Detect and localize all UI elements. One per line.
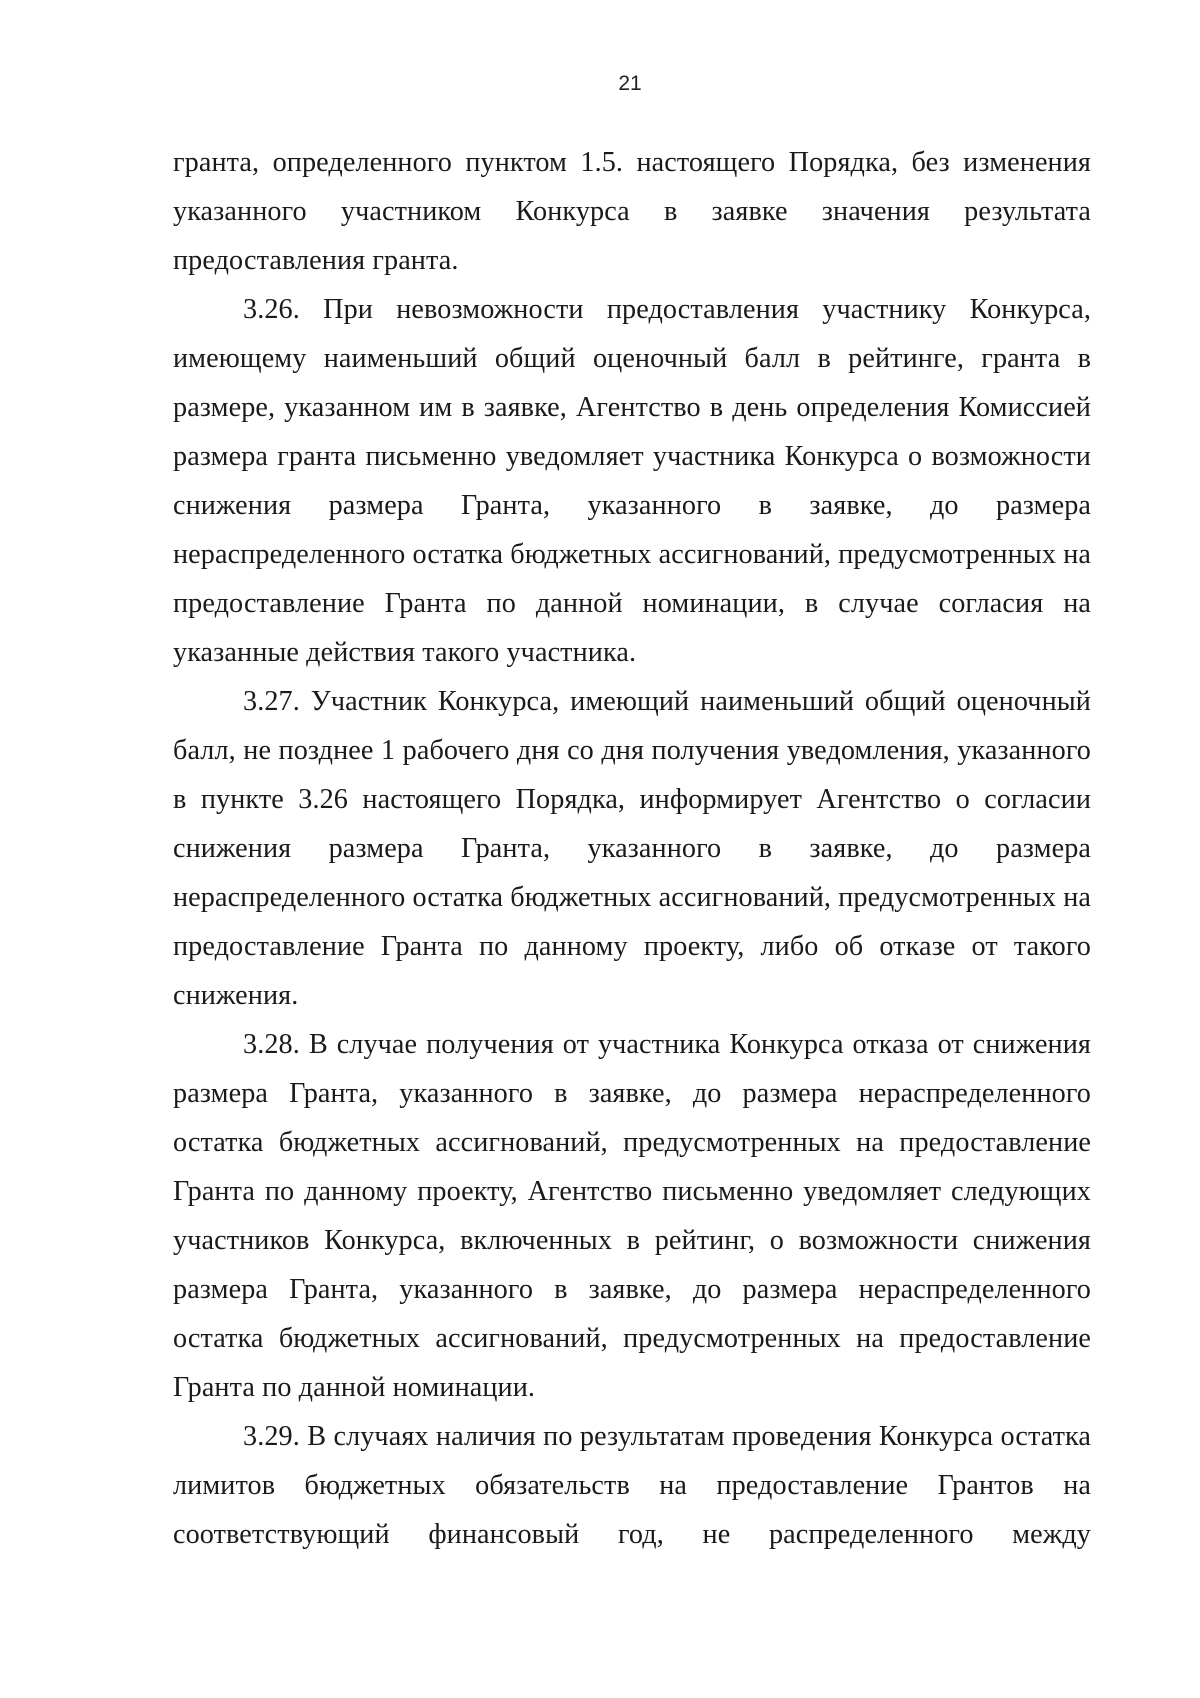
paragraph-3-28: 3.28. В случае получения от участника Конкурса отказа от снижения размера Гранта, указанного в заявке, до размера нераспределенного остатка бюджетных ассигнований, предусмотренных на предоставление Гранта по данному проекту, Агентство письменно уведомляет следующих участников Конкурса, включенных в рейтинг, о возможности снижения размера Гранта, указанного в заявке, до размера нераспределенного остатка бюджетных ассигнований, предусмотренных на предоставление Гранта по данной номинации. [173, 1029, 1091, 1403]
paragraph-3-29: 3.29. В случаях наличия по результатам проведения Конкурса остатка лимитов бюджетных обязательств на предоставление Грантов на соответствующий финансовый год, не распределенного между [173, 1421, 1091, 1550]
paragraph-3-27: 3.27. Участник Конкурса, имеющий наименьший общий оценочный балл, не позднее 1 рабочего дня со дня получения уведомления, указанного в пункте 3.26 настоящего Порядка, информирует Агентство о согласии снижения размера Гранта, указанного в заявке, до размера нераспределенного остатка бюджетных ассигнований, предусмотренных на предоставление Гранта по данному проекту, либо об отказе от такого снижения. [173, 686, 1091, 1011]
paragraph-continuation: гранта, определенного пунктом 1.5. настоящего Порядка, без изменения указанного участником Конкурса в заявке значения результата предоставления гранта. [173, 147, 1091, 276]
document-body [173, 138, 1091, 1559]
page-number: 21 [618, 72, 642, 95]
paragraph-3-26: 3.26. При невозможности предоставления участнику Конкурса, имеющему наименьший общий оценочный балл в рейтинге, гранта в размере, указанном им в заявке, Агентство в день определения Комиссией размера гранта письменно уведомляет участника Конкурса о возможности снижения размера Гранта, указанного в заявке, до размера нераспределенного остатка бюджетных ассигнований, предусмотренных на предоставление Гранта по данной номинации, в случае согласия на указанные действия такого участника. [173, 294, 1091, 668]
